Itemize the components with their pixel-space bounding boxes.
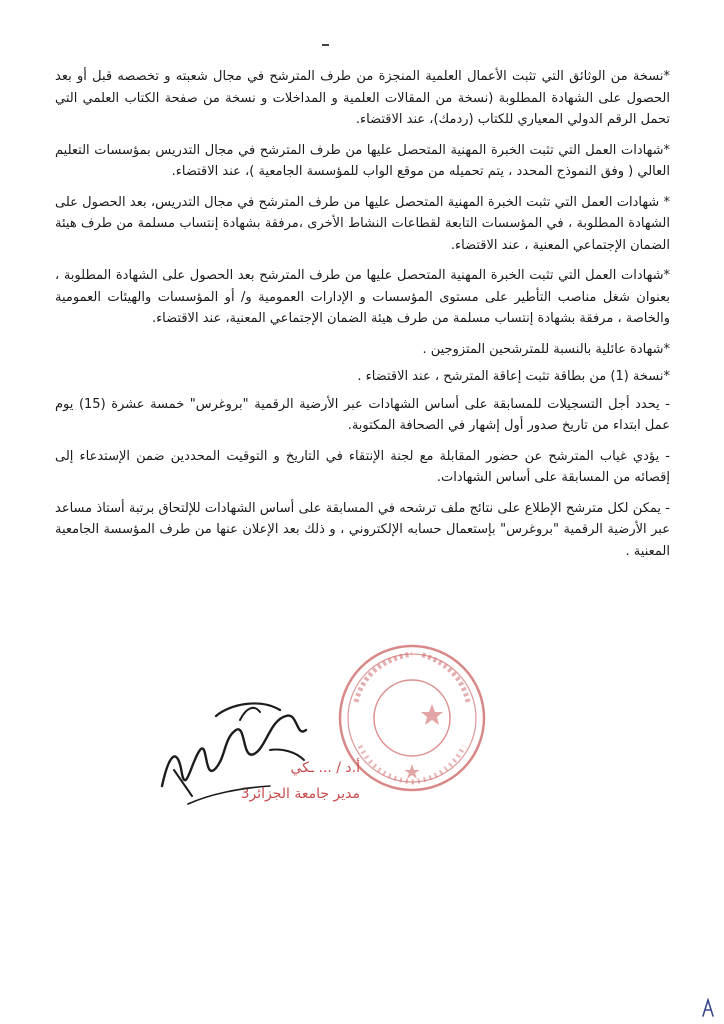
signatory-organization: مدير جامعة الجزائر3 [240, 786, 360, 802]
signatory-name: أ.د / ... ـكي [290, 760, 360, 776]
paragraph-family-certificate: *شهادة عائلية بالنسبة للمترشحين المتزوجين . [422, 341, 670, 357]
handwritten-signature [120, 690, 360, 820]
paragraph-supervisory-experience: *شهادات العمل التي تثبت الخبرة المهنية المتحصل عليها من طرف المترشح بعد الحصول على الشهادة المطلوبة ، بعنوان شغل مناصب التأطير على مستوى المؤسسات و الإدارات العمومية و/ أو المؤسسات والهيئات العمومية والخاصة ، مرفقة بشهادة إنتساب مسلمة من طرف هيئة الضمان الإجتماعي المعنية، عند الاقتضاء. [55, 268, 670, 326]
paragraph-interview-absence: - يؤدي غياب المترشح عن حضور المقابلة مع لجنة الإنتقاء في التاريخ و التوقيت المحددين ضمن الإستدعاء إلى إقصائه من المسابقة على أساس الشهادات. [55, 448, 670, 485]
page-top-mark [322, 44, 329, 46]
paragraph-scientific-works: *نسخة من الوثائق التي تثبت الأعمال العلمية المنجزة من طرف المترشح في مجال شعبته و تخصصه قبل أو بعد الحصول على الشهادة المطلوبة (نسخة من المقالات العلمية و المداخلات و نسخة من صفحة الكتاب العلمي التي تحمل الرقم الدولي المعياري للكتاب (ردمك)، عند الاقتضاء. [55, 69, 670, 127]
paragraph-registration-deadline: - يحدد أجل التسجيلات للمسابقة على أساس الشهادات عبر الأرضية الرقمية "بروغرس" خمسة عشرة (15) يوم عمل ابتداء من تاريخ صدور أول إشهار في الصحافة المكتوبة. [55, 396, 670, 433]
paragraph-teaching-experience: *شهادات العمل التي تثبت الخبرة المهنية المتحصل عليها من طرف المترشح في مجال التدريس بمؤسسات التعليم العالي ( وفق النموذج المحدد ، يتم تحميله من موقع الواب للمؤسسة الجامعية )، عند الاقتضاء. [55, 142, 670, 179]
signature-block [120, 690, 360, 820]
paragraph-results-consultation: - يمكن لكل مترشح الإطلاع على نتائج ملف ترشحه في المسابقة على أساس الشهادات للإلتحاق برتبة أستاذ مساعد عبر الأرضية الرقمية "بروغرس" بإستعمال حسابه الإلكتروني ، و ذلك بعد الإعلان عنها من طرف المؤسسة الجامعية المعنية . [55, 500, 670, 559]
paragraph-teaching-experience-other-sectors: * شهادات العمل التي تثبت الخبرة المهنية المتحصل عليها من طرف المترشح في مجال التدريس، بعد الحصول على الشهادة المطلوبة ، في المؤسسات التابعة لقطاعات النشاط الأخرى ،مرفقة بشهادة إنتساب مسلمة من طرف هيئة الضمان الإجتماعي المعنية ، عند الاقتضاء. [55, 194, 670, 253]
paragraph-disability-card: *نسخة (1) من بطاقة تثبت إعاقة المترشح ، عند الاقتضاء . [357, 369, 670, 384]
document-body [55, 66, 670, 571]
page-corner-mark [700, 998, 716, 1018]
